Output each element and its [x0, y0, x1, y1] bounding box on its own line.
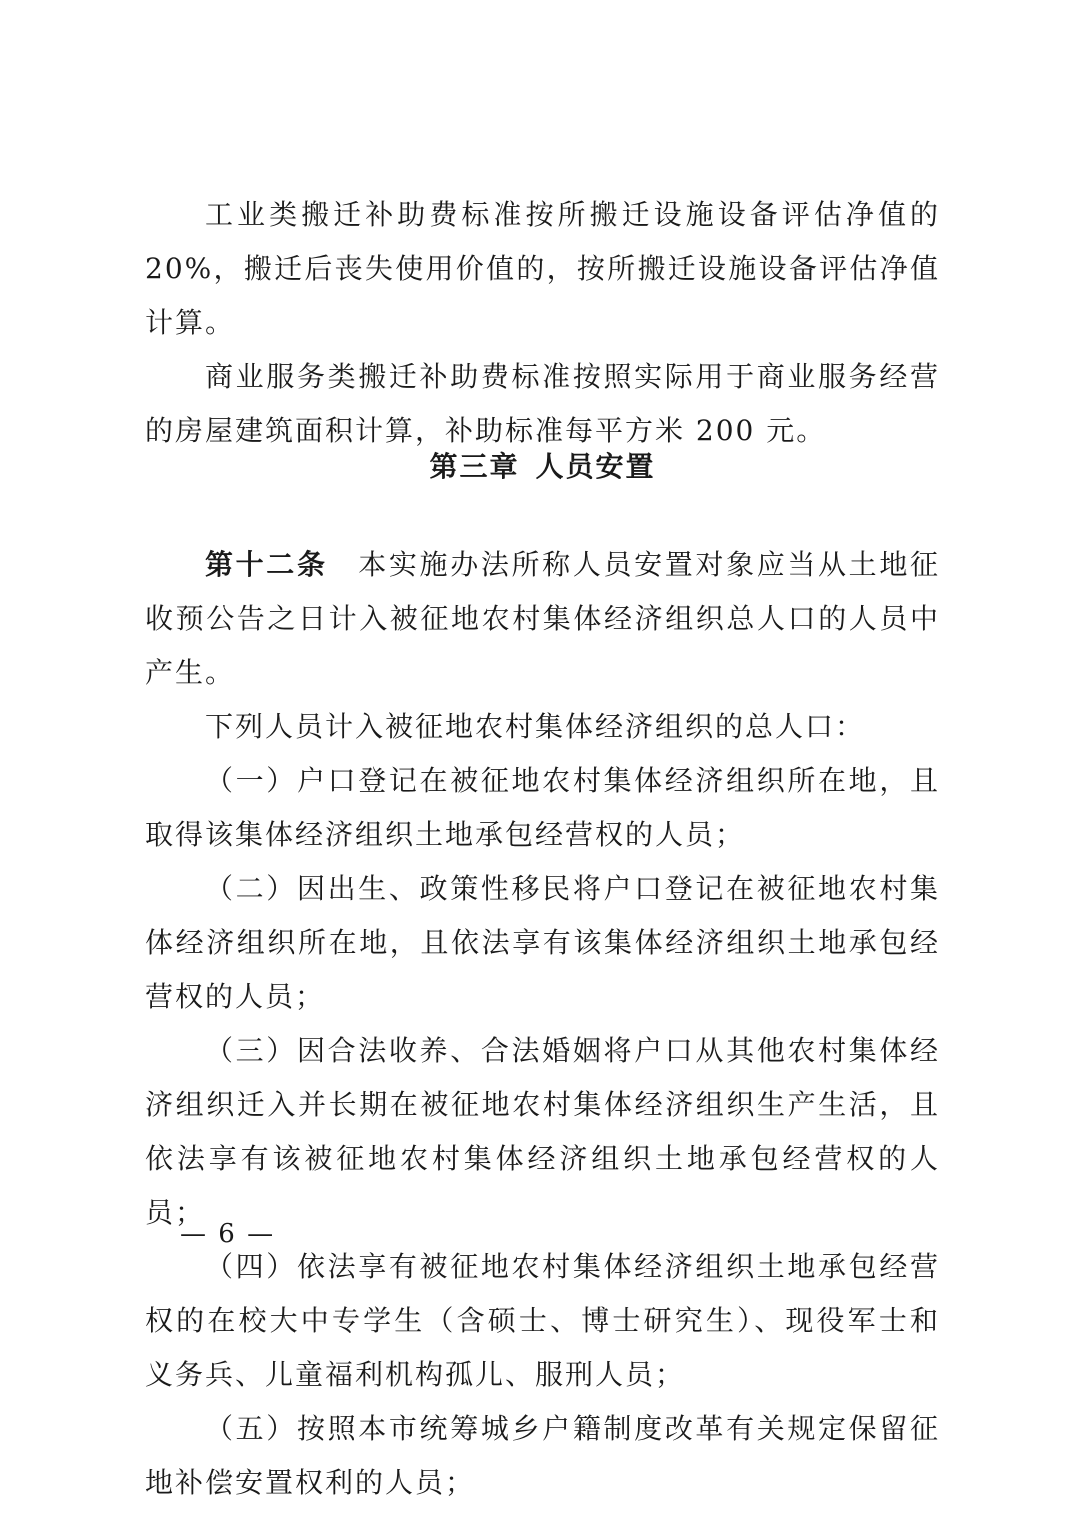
top-section [145, 188, 940, 458]
chapter-number: 第三章 [429, 450, 520, 483]
paragraph-population-intro: 下列人员计入被征地农村集体经济组织的总人口： [205, 710, 866, 743]
list-item-1: （一）户口登记在被征地农村集体经济组织所在地，且取得该集体经济组织土地承包经营权的人员； [145, 764, 940, 851]
list-item-4: （四）依法享有被征地农村集体经济组织土地承包经营权的在校大中专学生（含硕士、博士研究生）、现役军士和义务兵、儿童福利机构孤儿、服刑人员； [145, 1250, 940, 1391]
chapter-heading [145, 440, 940, 494]
article-label: 第十二条 [205, 548, 328, 581]
chapter-title-text: 人员安置 [535, 450, 656, 483]
page-number: — 6 — [180, 1219, 276, 1249]
list-item-2: （二）因出生、政策性移民将户口登记在被征地农村集体经济组织所在地，且依法享有该集体经济组织土地承包经营权的人员； [145, 872, 940, 1013]
paragraph-commercial-subsidy: 商业服务类搬迁补助费标准按照实际用于商业服务经营的房屋建筑面积计算，补助标准每平方米 200 元。 [145, 360, 940, 447]
list-item-5: （五）按照本市统筹城乡户籍制度改革有关规定保留征地补偿安置权利的人员； [145, 1412, 940, 1499]
paragraph-industrial-subsidy: 工业类搬迁补助费标准按所搬迁设施设备评估净值的 20%，搬迁后丧失使用价值的，按所搬迁设施设备评估净值计算。 [145, 198, 940, 339]
list-item-3: （三）因合法收养、合法婚姻将户口从其他农村集体经济组织迁入并长期在被征地农村集体经济组织生产生活，且依法享有该被征地农村集体经济组织土地承包经营权的人员； [145, 1034, 940, 1229]
article-text: 本实施办法所称人员安置对象应当从土地征收预公告之日计入被征地农村集体经济组织总人口的人员中产生。 [145, 548, 940, 689]
article-12-paragraph [145, 538, 940, 700]
article-section [145, 538, 940, 1510]
